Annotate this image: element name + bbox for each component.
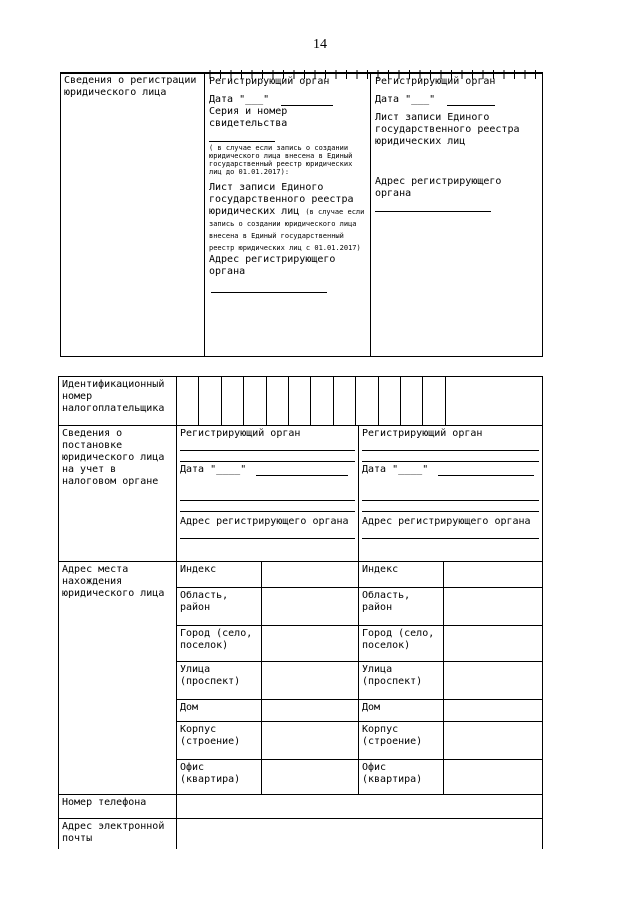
col1-cert-field[interactable] bbox=[209, 133, 275, 142]
inn-digit-cell[interactable] bbox=[378, 377, 400, 425]
email-label: Адрес электронной почты bbox=[59, 819, 177, 849]
registration-table bbox=[60, 72, 543, 357]
tax-col1-organ: Регистрирующий орган bbox=[180, 428, 301, 439]
tax-col2 bbox=[359, 426, 543, 562]
col1-date-label: Дата "___" bbox=[209, 94, 270, 105]
location-col1-grid bbox=[177, 562, 358, 794]
email-value[interactable] bbox=[177, 819, 543, 849]
tax-col1 bbox=[177, 426, 359, 562]
loc1-house-value[interactable] bbox=[261, 699, 358, 721]
tax-col1-date bbox=[180, 464, 355, 476]
tax-col1-blank-1[interactable] bbox=[180, 490, 355, 501]
inn-digit-cell[interactable] bbox=[221, 377, 243, 425]
tax-col2-date-field[interactable] bbox=[438, 465, 534, 476]
loc2-house: Дом bbox=[359, 699, 443, 721]
tax-col1-address: Адрес регистрирующего органа bbox=[180, 516, 349, 527]
col1-sheet-text: Лист записи Единого государственного реестра юридических лиц bbox=[209, 182, 354, 217]
inn-label: Идентификационный номер налогоплательщика bbox=[59, 377, 177, 426]
col1-date bbox=[209, 94, 366, 106]
loc1-city: Город (село, поселок) bbox=[177, 625, 261, 661]
col1-organ: Регистрирующий орган bbox=[209, 76, 330, 87]
col2-date bbox=[375, 94, 538, 106]
tax-col2-organ-field-2[interactable] bbox=[362, 451, 539, 462]
loc2-building: Корпус (строение) bbox=[359, 721, 443, 759]
loc2-house-value[interactable] bbox=[443, 699, 542, 721]
tax-col1-date-label: Дата "____" bbox=[180, 464, 247, 475]
inn-cells bbox=[177, 377, 543, 426]
inn-digit-cell[interactable] bbox=[266, 377, 288, 425]
inn-digit-cell[interactable] bbox=[243, 377, 265, 425]
phone-value[interactable] bbox=[177, 795, 543, 819]
tax-label: Сведения о постановке юридического лица на учет в налоговом органе bbox=[59, 426, 177, 562]
location-col1 bbox=[177, 562, 359, 795]
loc1-street-value[interactable] bbox=[261, 661, 358, 699]
loc2-street: Улица (проспект) bbox=[359, 661, 443, 699]
loc2-office-value[interactable] bbox=[443, 759, 542, 794]
tax-col2-address: Адрес регистрирующего органа bbox=[362, 516, 531, 527]
details-table bbox=[58, 376, 543, 849]
inn-digit-cell[interactable] bbox=[355, 377, 377, 425]
loc2-index: Индекс bbox=[359, 562, 443, 587]
col1-sheet bbox=[209, 182, 366, 254]
loc1-index: Индекс bbox=[177, 562, 261, 587]
loc2-region: Область, район bbox=[359, 587, 443, 625]
tax-col1-organ-field[interactable] bbox=[180, 440, 355, 451]
registration-col2 bbox=[371, 73, 543, 357]
loc2-city-value[interactable] bbox=[443, 625, 542, 661]
loc2-city: Город (село, поселок) bbox=[359, 625, 443, 661]
col2-date-label: Дата "___" bbox=[375, 94, 436, 105]
loc2-street-value[interactable] bbox=[443, 661, 542, 699]
loc1-building: Корпус (строение) bbox=[177, 721, 261, 759]
registration-label: Сведения о регистрации юридического лица bbox=[61, 73, 205, 357]
col2-sheet: Лист записи Единого государственного реестра юридических лиц bbox=[375, 112, 520, 147]
col2-address: Адрес регистрирующего органа bbox=[375, 176, 502, 199]
tax-col2-address-field[interactable] bbox=[362, 528, 539, 539]
tax-col1-address-field[interactable] bbox=[180, 528, 355, 539]
inn-digit-cell[interactable] bbox=[198, 377, 220, 425]
location-col2-grid bbox=[359, 562, 542, 794]
tax-col2-date bbox=[362, 464, 539, 476]
col2-address-field[interactable] bbox=[375, 201, 491, 212]
loc1-region-value[interactable] bbox=[261, 587, 358, 625]
tax-col2-date-label: Дата "____" bbox=[362, 464, 429, 475]
tax-col2-organ-field[interactable] bbox=[362, 440, 539, 451]
loc1-city-value[interactable] bbox=[261, 625, 358, 661]
col2-organ: Регистрирующий орган bbox=[375, 76, 496, 87]
inn-digit-cell[interactable] bbox=[310, 377, 332, 425]
loc1-street: Улица (проспект) bbox=[177, 661, 261, 699]
loc1-index-value[interactable] bbox=[261, 562, 358, 587]
location-col2 bbox=[359, 562, 543, 795]
tax-col1-organ-field-2[interactable] bbox=[180, 451, 355, 462]
col1-cert: Серия и номер свидетельства bbox=[209, 106, 288, 129]
inn-digit-cell[interactable] bbox=[333, 377, 355, 425]
loc2-index-value[interactable] bbox=[443, 562, 542, 587]
col1-date-field[interactable] bbox=[281, 95, 333, 106]
col1-note1: ( в случае если запись о создании юридического лица внесена в Единый государственный реестр юридических лиц до 01.01.2017): bbox=[209, 144, 353, 176]
loc2-office: Офис (квартира) bbox=[359, 759, 443, 794]
location-label: Адрес места нахождения юридического лица bbox=[59, 562, 177, 795]
tax-col2-blank-2[interactable] bbox=[362, 501, 539, 512]
registration-col1 bbox=[205, 73, 371, 357]
page-number: 14 bbox=[313, 37, 327, 52]
inn-digit-cell[interactable] bbox=[288, 377, 310, 425]
col1-address: Адрес регистрирующего органа bbox=[209, 254, 336, 277]
loc1-region: Область, район bbox=[177, 587, 261, 625]
loc1-building-value[interactable] bbox=[261, 721, 358, 759]
loc1-office-value[interactable] bbox=[261, 759, 358, 794]
loc2-building-value[interactable] bbox=[443, 721, 542, 759]
tax-col1-blank-2[interactable] bbox=[180, 501, 355, 512]
inn-blank-area bbox=[445, 377, 542, 425]
inn-digit-cell[interactable] bbox=[177, 377, 198, 425]
loc2-region-value[interactable] bbox=[443, 587, 542, 625]
inn-digit-cell[interactable] bbox=[400, 377, 422, 425]
col2-date-field[interactable] bbox=[447, 95, 495, 106]
loc1-office: Офис (квартира) bbox=[177, 759, 261, 794]
col1-note2: (в случае если запись о создании юридического лица внесена в Единый государственный реестр юридических лиц с 01.01.2017) bbox=[209, 208, 365, 252]
tax-col2-blank-1[interactable] bbox=[362, 490, 539, 501]
tax-col2-organ: Регистрирующий орган bbox=[362, 428, 483, 439]
col1-address-field[interactable] bbox=[211, 282, 327, 293]
loc1-house: Дом bbox=[177, 699, 261, 721]
phone-label: Номер телефона bbox=[59, 795, 177, 819]
tax-col1-date-field[interactable] bbox=[256, 465, 348, 476]
inn-digit-cell[interactable] bbox=[422, 377, 444, 425]
